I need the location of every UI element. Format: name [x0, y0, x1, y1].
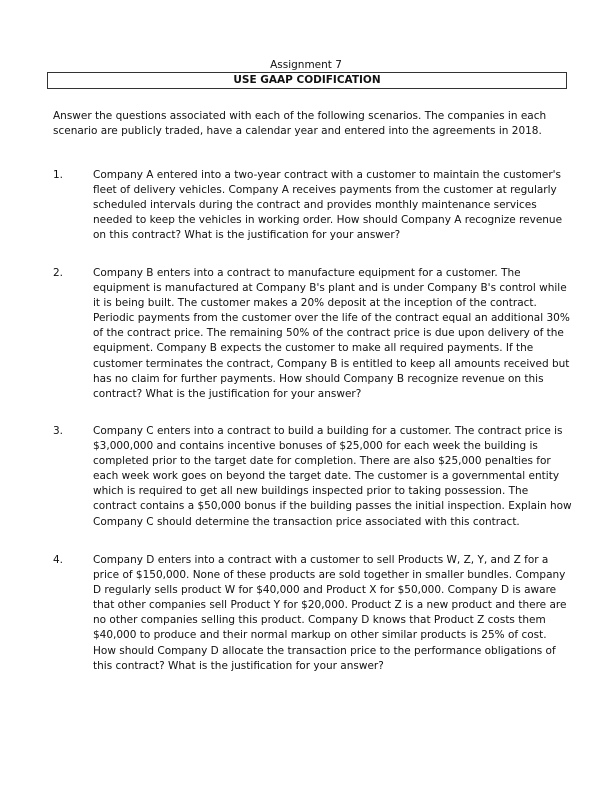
intro-paragraph: Answer the questions associated with each of the following scenarios. The companies in each scenario are publicly traded, have a calendar year and entered into the agreements in 2018.: [53, 110, 547, 138]
item-text: Company B enters into a contract to manufacture equipment for a customer. The equipment is manufactured at Company B's plant and is under Company B's control while it is being built. The customer makes a 20% deposit at the inception of the contract. Periodic payments from the customer over the life of the contract equal an additional 30% of the contract price. The remaining 50% of the contract price is due upon delivery of the equipment. Company B expects the customer to make all required payments. If the customer terminates the contract, Company B is entitled to keep all amounts received but has no claim for further payments. How should Company B recognize revenue on this contract? What is the justification for your answer?: [93, 267, 570, 400]
item-text: Company C enters into a contract to build a building for a customer. The contract price is $3,000,000 and contains incentive bonuses of $25,000 for each week the building is completed prior to the target date for completion. There are also $25,000 penalties for each week work goes on beyond the target date. The customer is a governmental entity which is required to get all new buildings inspected prior to taking possession. The contract contains a $50,000 bonus if the building passes the initial inspection. Explain how Company C should determine the transaction price associated with this contract.: [93, 425, 572, 528]
document-title: Assignment 7: [270, 59, 342, 71]
item-number: 1.: [53, 169, 64, 181]
item-number: 4.: [53, 554, 64, 566]
item-text: Company D enters into a contract with a customer to sell Products W, Z, Y, and Z for a price of $150,000. None of these products are sold together in smaller bundles. Company D regularly sells product W for $40,000 and Product X for $50,000. Company D is aware that other companies sell Product Y for $20,000. Product Z is a new product and there are no other companies selling this product. Company D knows that Product Z costs them $40,000 to produce and their normal markup on other similar products is 25% of cost. How should Company D allocate the transaction price to the performance obligations of this contract? What is the justification for your answer?: [93, 554, 567, 672]
item-text: Company A entered into a two-year contract with a customer to maintain the customer's fleet of delivery vehicles. Company A receives payments from the customer at regularly scheduled intervals during the contract and provides monthly maintenance services needed to keep the vehicles in working order. How should Company A recognize revenue on this contract? What is the justification for your answer?: [93, 169, 563, 242]
document-subtitle: USE GAAP CODIFICATION: [47, 72, 567, 89]
item-number: 2.: [53, 267, 64, 279]
item-number: 3.: [53, 425, 64, 437]
